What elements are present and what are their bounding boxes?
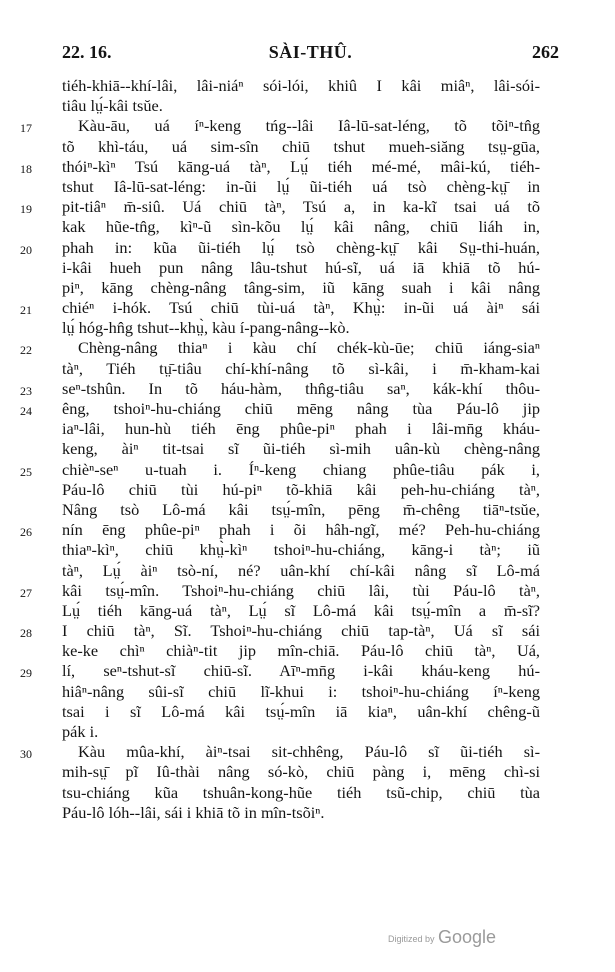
text-line: [20, 621, 540, 641]
line-text: pák i.: [62, 722, 99, 741]
text-line: [62, 177, 540, 197]
line-text: êng, tshoiⁿ-hu-chiáng chiū mēng nâng tùa Páu-lô jip: [62, 399, 540, 418]
text-line: [62, 500, 540, 520]
line-text: tshut Iâ-lū-sat-léng: in-ũi lṳ́ ũi-tiéh uá tsò chèng-kṳ̄ in: [62, 176, 540, 196]
line-text: kak hũe-tn̂g, kìⁿ-ũ sìn-kõu lṳ́ kâi nâng, chiū liáh in,: [62, 217, 540, 237]
verse-number: 29: [20, 666, 32, 681]
verse-number: 30: [20, 747, 32, 762]
text-line: [62, 278, 540, 298]
line-text: tsu-chiáng kũa tshuân-kong-hũe tiéh tsũ-chip, chiū tùa: [62, 782, 540, 802]
text-line: [62, 682, 540, 702]
text-line: [20, 298, 540, 318]
line-text: tsai i sĩ Lô-má kâi tsṳ́-mîn iā kiaⁿ, uân-khí chêng-ũ: [62, 701, 540, 721]
text-line: [62, 702, 540, 722]
line-text: Kàu mûa-khí, àiⁿ-tsai sit-chhêng, Páu-lô sĩ ũi-tiéh sì-: [78, 742, 540, 762]
line-text: ke-ke chìⁿ chiàⁿ-tit jip mîn-chiā. Páu-lô chiū tàⁿ, Uá,: [62, 641, 540, 661]
text-line: [62, 96, 540, 116]
text-line: [20, 580, 540, 601]
line-text: tiâu lṳ́-kâi tsŭe.: [62, 96, 163, 116]
line-text: mih-sṳ̄ pĩ Iû-thài nâng só-kò, chiū pàng i, mēng chì-si: [62, 762, 540, 782]
text-line: [62, 803, 540, 823]
verse-number: 19: [20, 202, 32, 217]
text-line: [62, 359, 540, 379]
verse-number: 18: [20, 161, 32, 176]
line-text: keng, àiⁿ tit-tsai sĩ ũi-tiéh sì-mih uân-kù chèng-nâng: [62, 439, 540, 459]
text-line: [62, 762, 540, 782]
verse-number: 24: [20, 404, 32, 418]
line-text: iaⁿ-lâi, hun-hù tiéh ēng phûe-piⁿ phah i lâi-mn̄g kháu-: [62, 419, 540, 439]
verse-number: 28: [20, 626, 32, 641]
line-text: nín ēng phûe-piⁿ phah i õi hâh-ngĩ, mé? Peh-hu-chiáng: [62, 520, 540, 540]
page-number: 262: [532, 42, 559, 62]
line-text: piⁿ, kāng chèng-nâng tâng-sim, iũ kāng suah i kâi nâng: [62, 277, 540, 297]
text-line: [62, 783, 540, 803]
line-text: tàⁿ, Lṳ́ àiⁿ tsò-ní, né? uân-khí chí-kâi nâng sĩ Lô-má: [62, 560, 540, 580]
page-header: [62, 42, 559, 68]
text-line: [20, 116, 540, 136]
line-text: hiâⁿ-nâng sûi-sĩ chiū lĩ-khui i: tshoiⁿ-hu-chiáng íⁿ-keng: [62, 681, 540, 701]
line-text: i-kâi hueh pun nâng lâu-tshut hú-sĩ, uá iā khiā tõ hú-: [62, 257, 540, 277]
line-text: I chiū tàⁿ, Sĩ. Tshoiⁿ-hu-chiáng chiū tap-tàⁿ, Uá sĩ sái: [62, 621, 540, 641]
line-text: Lṳ́ tiéh kāng-uá tàⁿ, Lṳ́ sĩ Lô-má kâi tsṳ́-mîn a m̄-sĩ?: [62, 600, 540, 620]
line-text: Nâng tsò Lô-má kâi tsṳ́-mîn, pēng m̄-chêng tiāⁿ-tsŭe,: [62, 499, 540, 519]
body-text: [20, 76, 540, 823]
text-line: [62, 258, 540, 278]
text-line: [62, 601, 540, 621]
line-text: lṳ́ hóg-hn̂g tshut--khṳ̀, kàu í-pang-nâng--kò.: [62, 318, 350, 338]
line-text: chiéⁿ i-hók. Tsú chiū tùi-uá tàⁿ, Khṳ̀: in-ũi uá àiⁿ sái: [62, 298, 540, 318]
text-line: [20, 156, 540, 177]
text-line: [20, 459, 540, 480]
verse-number: 27: [20, 585, 32, 600]
text-line: [20, 197, 540, 217]
running-title: SÀI-THÛ.: [268, 42, 353, 62]
chapter-verse-ref: 22. 16.: [62, 42, 112, 62]
digitization-watermark: [388, 926, 518, 948]
verse-number: 23: [20, 383, 32, 398]
line-text: tiéh-khiā--khí-lâi, lâi-niáⁿ sói-lói, khiû I kâi miâⁿ, lâi-sói-: [62, 76, 540, 95]
text-line: [20, 399, 540, 419]
line-text: Páu-lô lóh--lâi, sái i khiā tõ in mîn-tsõiⁿ.: [62, 802, 325, 822]
text-line: [20, 378, 540, 399]
text-line: [20, 661, 540, 681]
line-text: chièⁿ-seⁿ u-tuah i. Íⁿ-keng chiang phûe-tiâu pák i,: [62, 459, 540, 479]
text-line: [62, 318, 540, 338]
google-logo: Google: [438, 927, 497, 947]
text-line: [62, 722, 540, 742]
line-text: tõ khì-táu, uá sim-sîn chiū tshut mueh-siăng tsṳ-gūa,: [62, 136, 540, 156]
verse-number: 17: [20, 121, 32, 136]
line-text: phah in: kũa ũi-tiéh lṳ́ tsò chèng-kṳ̄ kâi Sṳ-thi-huán,: [62, 237, 540, 257]
line-text: lí, seⁿ-tshut-sĩ chiū-sĩ. Aīⁿ-mn̄g i-kâi kháu-keng hú-: [62, 661, 540, 681]
verse-number: 22: [20, 343, 32, 358]
text-line: [62, 419, 540, 439]
text-line: [62, 540, 540, 560]
line-text: Kàu-āu, uá íⁿ-keng tńg--lâi Iâ-lū-sat-léng, tõ tõiⁿ-tn̂g: [78, 116, 540, 136]
line-text: seⁿ-tshûn. In tõ háu-hàm, thn̂g-tiâu saⁿ, kák-khí thôu-: [62, 378, 540, 398]
line-text: thóiⁿ-kìⁿ Tsú kāng-uá tàⁿ, Lṳ́ tiéh mé-mé, mâi-kú, tiéh-: [62, 156, 540, 176]
text-line: [62, 137, 540, 157]
line-text: kâi tsṳ́-mîn. Tshoiⁿ-hu-chiáng chiū lâi, tùi Páu-lô tàⁿ,: [62, 580, 540, 600]
text-line: [62, 76, 540, 96]
text-line: [20, 237, 540, 258]
text-line: [62, 439, 540, 459]
verse-number: 21: [20, 303, 32, 318]
text-line: [62, 217, 540, 237]
text-line: [62, 641, 540, 661]
line-text: pit-tiâⁿ m̄-siû. Uá chiū tàⁿ, Tsú a, in ka-kĩ tsai uá tõ: [62, 197, 540, 217]
line-text: thiaⁿ-kìⁿ, chiū khṳ̀-kìⁿ tshoiⁿ-hu-chiáng, kāng-i tàⁿ; iũ: [62, 540, 540, 560]
digitized-by-label: Digitized by: [388, 934, 435, 944]
text-line: [20, 742, 540, 762]
line-text: tàⁿ, Tiéh tṳ̄-tiâu chí-khí-nâng tõ sì-kâi, i m̄-kham-kai: [62, 358, 540, 378]
verse-number: 26: [20, 525, 32, 540]
text-line: [62, 480, 540, 500]
text-line: [20, 520, 540, 540]
line-text: Chèng-nâng thiaⁿ i kàu chí chék-kù-ūe; chiū iáng-siaⁿ: [78, 338, 540, 358]
text-line: [20, 338, 540, 358]
text-line: [62, 561, 540, 581]
verse-number: 20: [20, 242, 32, 257]
line-text: Páu-lô chiū tùi hú-piⁿ tõ-khiā kâi peh-hu-chiáng tàⁿ,: [62, 479, 540, 499]
verse-number: 25: [20, 464, 32, 479]
